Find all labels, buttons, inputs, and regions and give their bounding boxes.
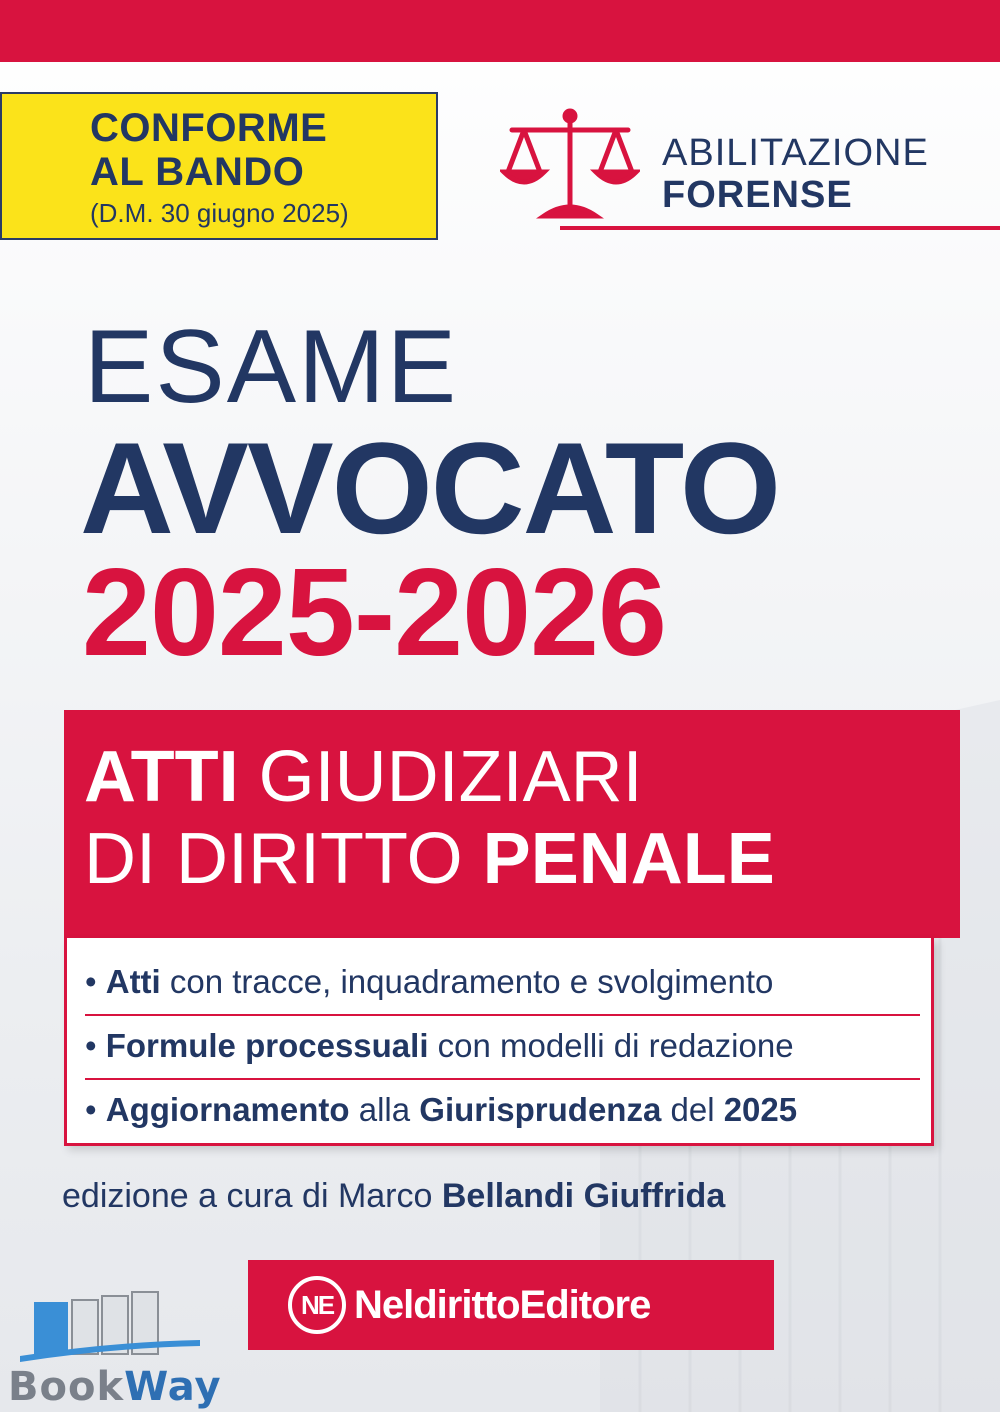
bullet-text: alla [349,1091,420,1128]
title-esame: ESAME [84,309,459,425]
bullet-bold: Giurisprudenza [419,1091,662,1128]
watermark-way: Way [124,1364,222,1410]
bullet-dot: • [85,963,106,1000]
series-line-1: ABILITAZIONE [662,132,929,174]
subtitle-row-1 [84,736,960,818]
bullet-text: del [661,1091,724,1128]
badge-line-3: (D.M. 30 giugno 2025) [90,198,349,228]
bullet-dot: • [85,1091,106,1128]
title-avvocato: AVVOCATO [80,415,780,561]
publisher-name: NeldirittoEditore [354,1282,651,1327]
subtitle-giudiziari: GIUDIZIARI [238,737,643,817]
bullet-bold: Aggiornamento [105,1091,350,1128]
list-item [85,1016,920,1080]
features-box [64,938,934,1146]
editor-prefix: edizione a cura di Marco [62,1177,442,1215]
editor-name: Bellandi Giuffrida [441,1177,726,1215]
bullet-bold: Formule processuali [105,1027,429,1064]
title-year: 2025-2026 [82,544,666,682]
subtitle-box [64,710,960,938]
publisher-banner [248,1260,774,1350]
watermark-book: Book [8,1364,125,1410]
bullet-text: con tracce, inquadramento e svolgimento [160,963,774,1000]
badge-line-2: AL BANDO [90,150,305,194]
bullet-bold: 2025 [723,1091,798,1128]
top-red-band [0,0,1000,62]
bookway-watermark [8,1364,222,1410]
publisher-logo-icon: NE [288,1276,346,1334]
scales-of-justice-icon [500,106,640,224]
series-line-2: FORENSE [662,174,853,216]
subtitle-di-diritto: DI DIRITTO [84,819,483,899]
subtitle-row-2 [84,818,960,900]
list-item [85,952,920,1016]
bullet-text: con modelli di redazione [428,1027,794,1064]
series-divider [560,226,1000,230]
editor-credit [62,1172,725,1220]
series-label [662,132,929,216]
bullet-dot: • [85,1027,106,1064]
conforme-badge [0,92,438,240]
list-item [85,1080,920,1144]
bullet-bold: Atti [105,963,161,1000]
badge-line-1: CONFORME [90,106,328,150]
subtitle-penale: PENALE [482,819,775,899]
subtitle-atti: ATTI [84,737,239,817]
